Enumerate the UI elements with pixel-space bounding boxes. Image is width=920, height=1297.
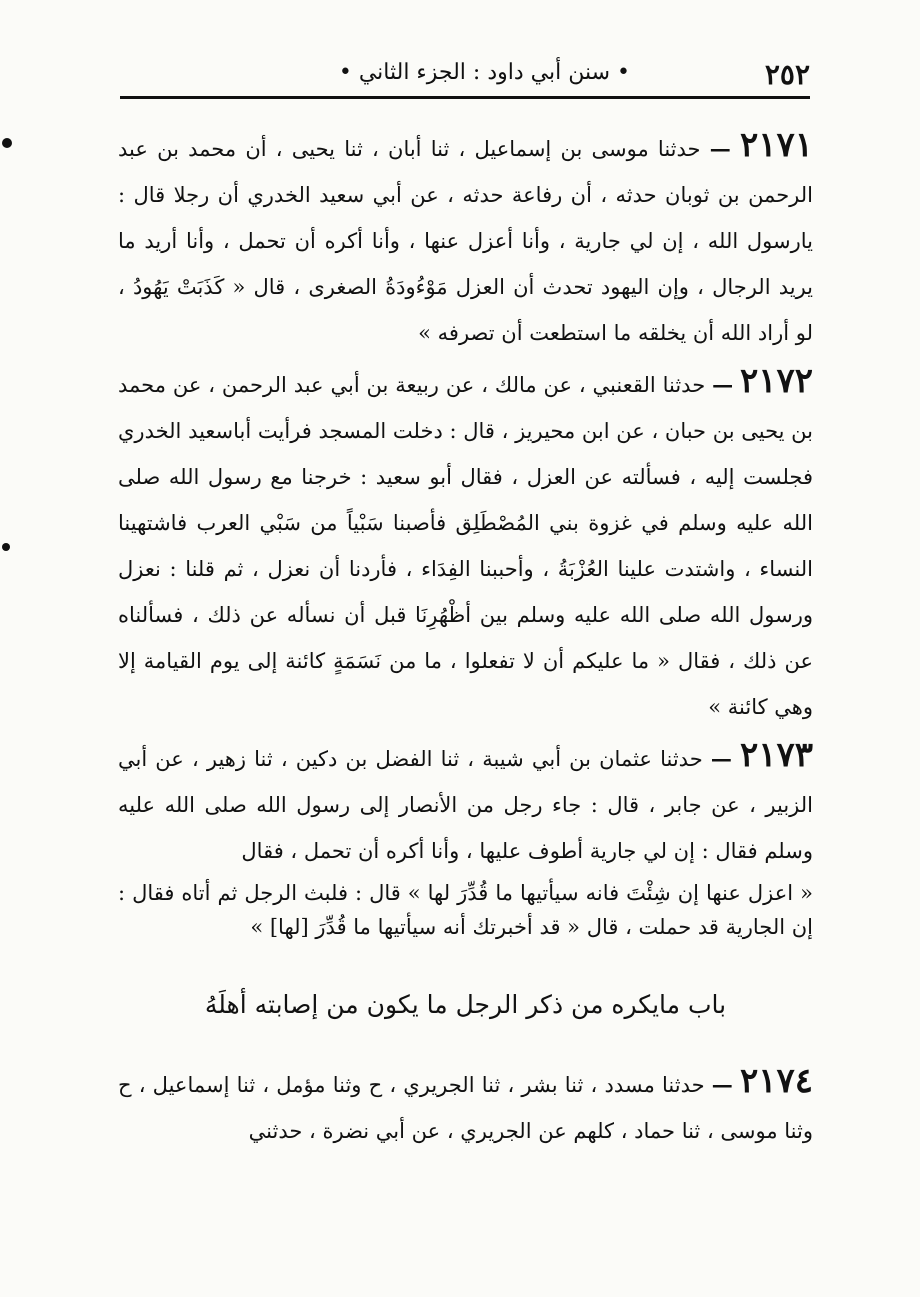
hadith-text: « اعزل عنها إن شِئْتَ فانه سيأتيها ما قُدِّرَ لها » قال : فلبث الرجل ثم أتاه فقال : إن الجارية قد حملت ، قال « قد أخبرتك أنه سيأتيها ما قُدِّرَ [لها] » [118,881,813,939]
page-number: ٢٥٢ [764,58,810,91]
hadith-2171 [118,122,813,356]
hadith-dash: — [711,1072,733,1097]
hadith-text: حدثنا عثمان بن أبي شيبة ، ثنا الفضل بن دكين ، ثنا زهير ، عن أبي الزبير ، عن جابر ، قال : جاء رجل من الأنصار إلى رسول الله صلى الله عليه وسلم فقال : إن لي جارية أطوف عليها ، وأنا أكره أن تحمل ، فقال [118,747,813,863]
hadith-2174 [118,1058,813,1154]
hadith-2172 [118,358,813,730]
hadith-number: ٢١٧٤ [739,1061,814,1101]
hadith-dash: — [712,372,734,397]
hadith-text: حدثنا مسدد ، ثنا بشر ، ثنا الجريري ، ح وثنا مؤمل ، ثنا إسماعيل ، ح وثنا موسى ، ثنا حماد ، كلهم عن الجريري ، عن أبي نضرة ، حدثني [118,1073,813,1143]
hadith-number: ٢١٧٢ [739,361,813,401]
hadith-number: ٢١٧٣ [739,735,813,775]
margin-mark [2,543,10,551]
hadith-text: حدثنا موسى بن إسماعيل ، ثنا أبان ، ثنا يحيى ، أن محمد بن عبد الرحمن بن ثوبان حدثه ، أن رفاعة حدثه ، عن أبي سعيد الخدري أن رجلا قال : يارسول الله ، إن لي جارية ، وأنا أعزل عنها ، وأنا أكره أن تحمل ، وأنا أريد ما يريد الرجال ، وإن اليهود تحدث أن العزل مَوْءُودَةُ الصغرى ، قال « كَذَبَتْ يَهُودُ ، لو أراد الله أن يخلقه ما استطعت أن تصرفه » [118,137,813,345]
header-rule [120,96,810,99]
hadith-2173 [118,732,813,874]
hadith-dash: — [710,746,732,771]
hadith-number: ٢١٧١ [739,125,813,165]
hadith-text: حدثنا القعنبي ، عن مالك ، عن ربيعة بن أبي عبد الرحمن ، عن محمد بن يحيى بن حبان ، عن ابن محيريز ، قال : دخلت المسجد فرأيت أباسعيد الخدري فجلست إليه ، فسألته عن العزل ، فقال أبو سعيد : خرجنا مع رسول الله صلى الله عليه وسلم في غزوة بني المُصْطَلِق فأصبنا سَبْياً من سَبْي العرب فاشتهينا النساء ، واشتدت علينا العُزْبَةُ ، وأحببنا الفِدَاء ، فأردنا أن نعزل ، ثم قلنا : نعزل ورسول الله صلى الله عليه وسلم بين أظْهُرِنَا قبل أن نسأله عن ذلك ، فسألناه عن ذلك ، فقال « ما عليكم أن لا تفعلوا ، ما من نَسَمَةٍ كائنة إلى يوم القيامة إلا وهي كائنة » [118,373,813,719]
page-body [118,122,813,1154]
page-header [120,52,810,92]
hadith-2173-continued [118,876,813,944]
chapter-heading: باب مايكره من ذكر الرجل ما يكون من إصابته أهلَهُ [204,990,727,1019]
hadith-dash: — [709,136,731,161]
running-title: • سنن أبي داود : الجزء الثاني • [338,60,630,85]
margin-mark [2,138,12,148]
